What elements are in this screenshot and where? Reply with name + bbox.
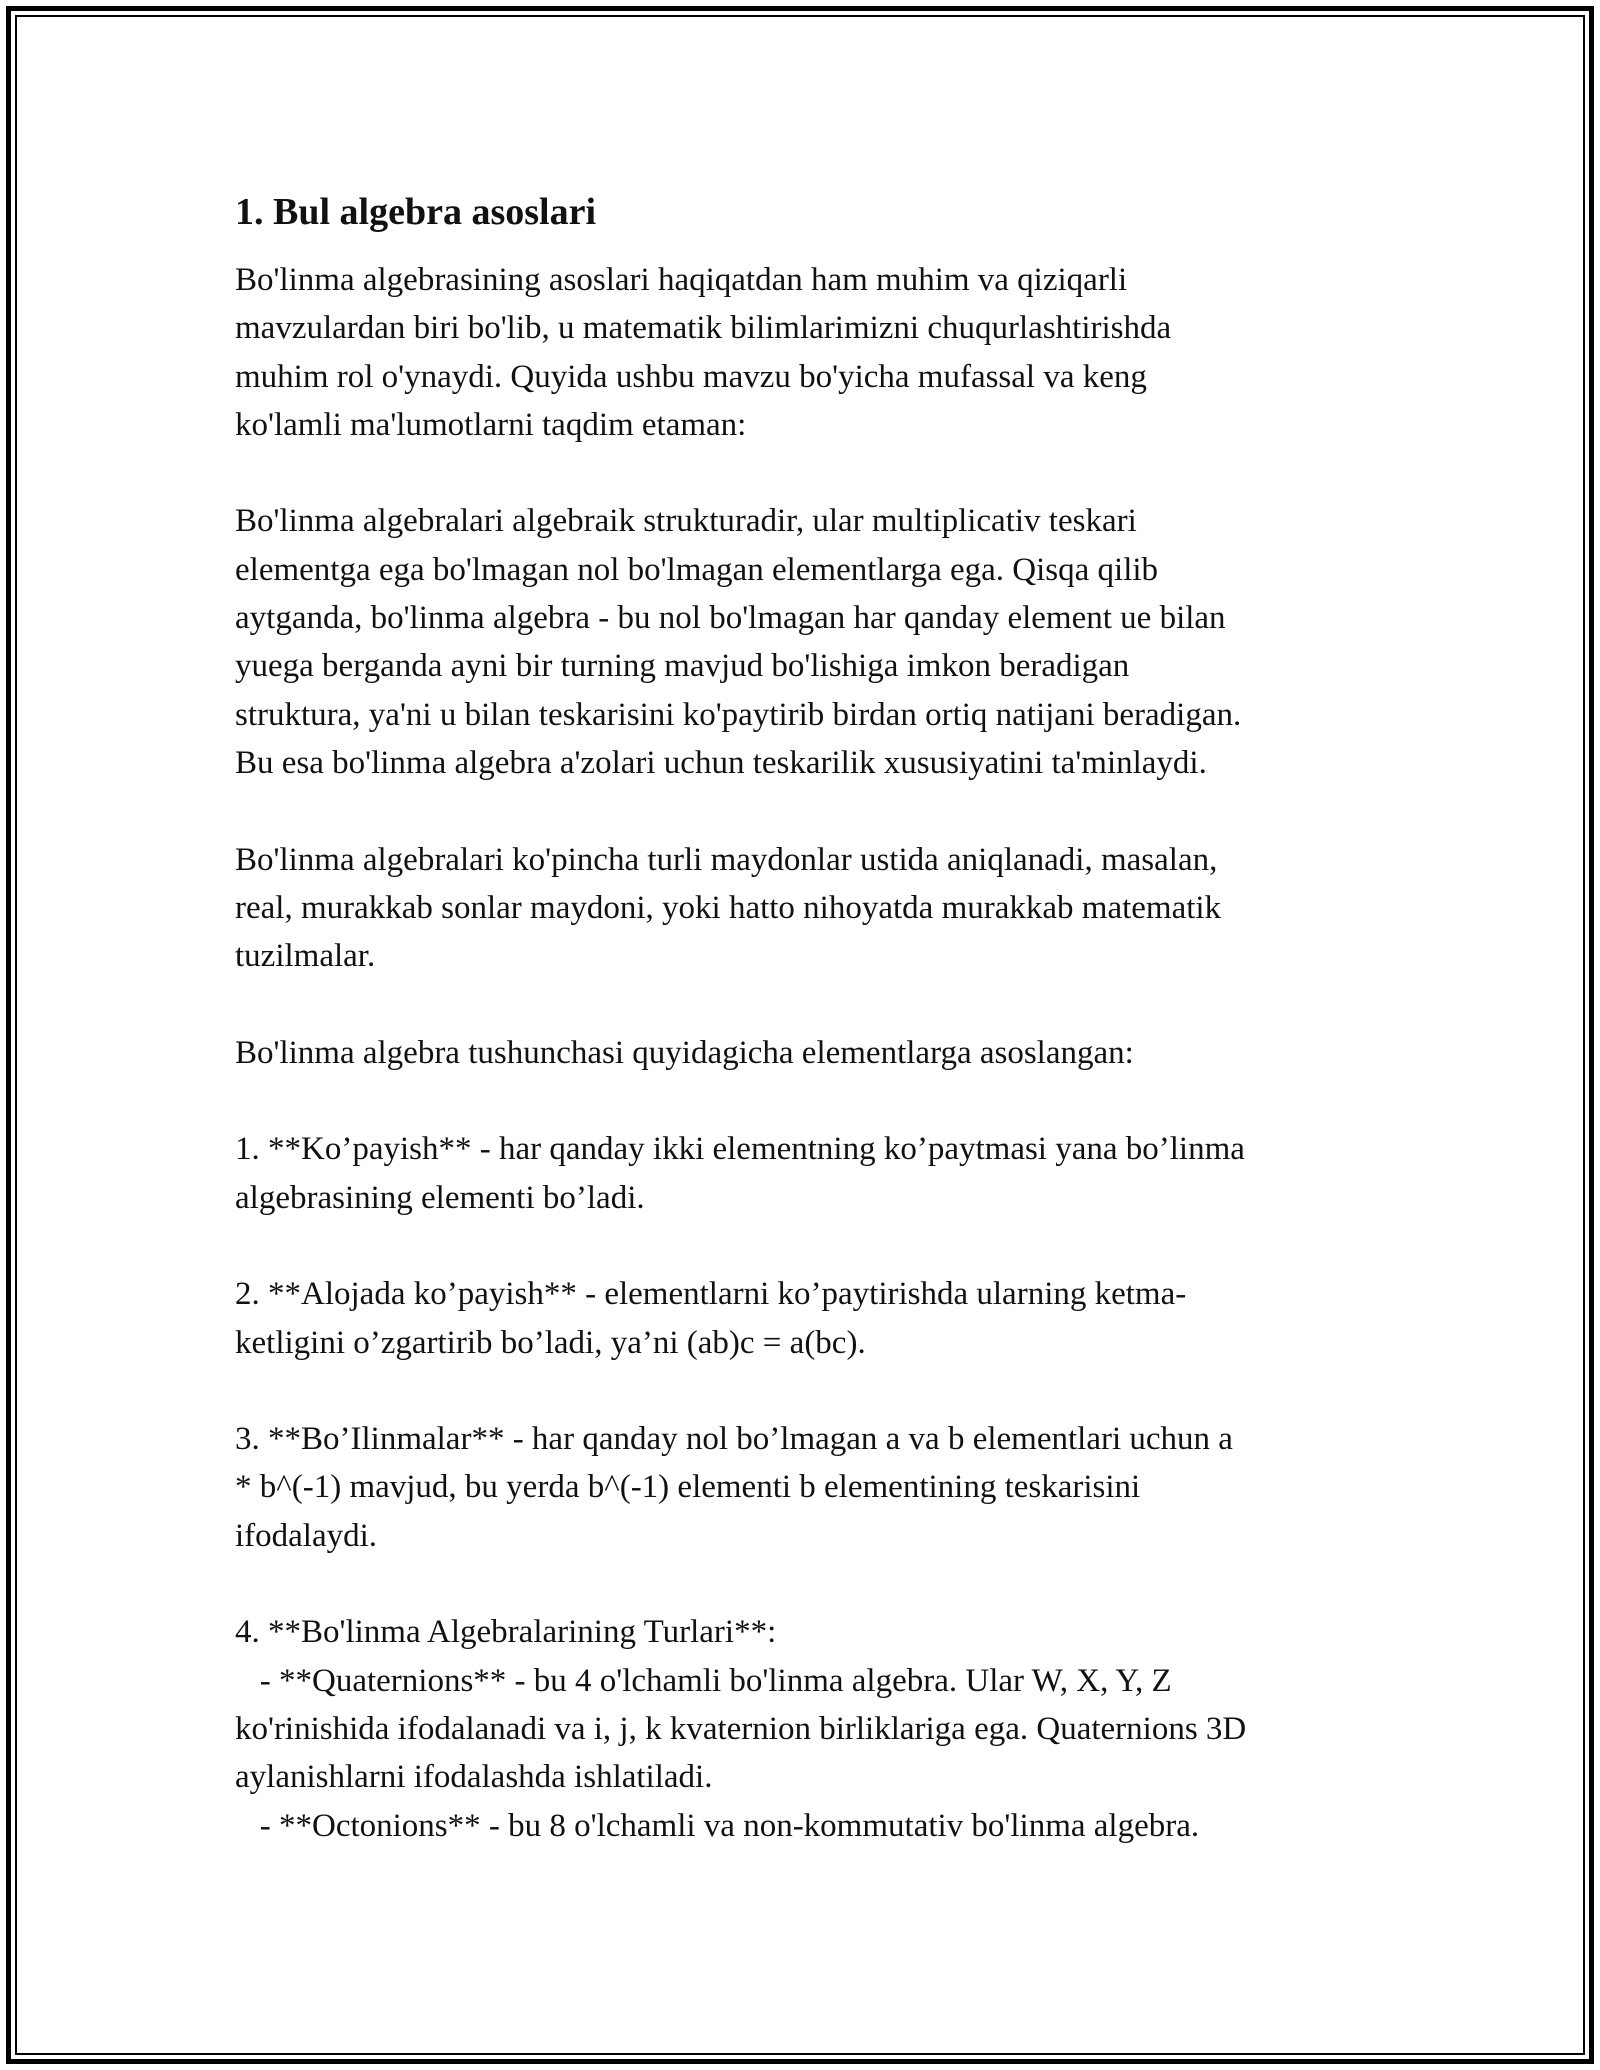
paragraph-fields: Bo'linma algebralari ko'pincha turli maydonlar ustida aniqlanadi, masalan, real, murakkab sonlar maydoni, yoki hatto nihoyatda murakkab matematik tuzilmalar. xyxy=(235,841,1222,975)
list-item-4: 4. **Bo'linma Algebralarining Turlari**: - **Quaternions** - bu 4 o'lchamli bo'linma algebra. Ular W, X, Y, Z ko'rinishida ifodalanadi va i, j, k kvaternion birliklariga ega. Quaternions 3D aylanishlarni ifodalashda ishlatiladi. - **Octonions** - bu 8 o'lchamli va non-kommutativ bo'linma algebra. xyxy=(235,1614,1247,1844)
list-item-2: 2. **Alojada ko’payish** - elementlarni ko’paytirishda ularning ketma- ketligini o’zgartirib bo’ladi, ya’ni (ab)c = a(bc). xyxy=(235,1276,1187,1361)
list-item-1: 1. **Ko’payish** - har qanday ikki elementning ko’paytmasi yana bo’linma algebrasining elementi bo’ladi. xyxy=(235,1131,1245,1216)
paragraph-definition: Bo'linma algebralari algebraik strukturadir, ular multiplicativ teskari elementga ega bo'lmagan nol bo'lmagan elementlarga ega. Qisqa qilib aytganda, bo'linma algebra - bu nol bo'lmagan har qanday element ue bilan yuega berganda ayni bir turning mavjud bo'lishiga imkon beradigan struktura, ya'ni u bilan teskarisini ko'paytirib birdan ortiq natijani beradigan. Bu esa bo'linma algebra a'zolari uchun teskarilik xususiyatini ta'minlaydi. xyxy=(235,503,1242,781)
document-body xyxy=(235,186,1385,1850)
section-heading: 1. Bul algebra asoslari xyxy=(235,191,597,233)
paragraph-elements-intro: Bo'linma algebra tushunchasi quyidagicha elementlarga asoslangan: xyxy=(235,1034,1134,1071)
list-item-3: 3. **Bo’Ilinmalar** - har qanday nol bo’lmagan a va b elementlari uchun a * b^(-1) mavjud, bu yerda b^(-1) elementi b elementining teskarisini ifodalaydi. xyxy=(235,1421,1233,1554)
paragraph-intro: Bo'linma algebrasining asoslari haqiqatdan ham muhim va qiziqarli mavzulardan biri bo'lib, u matematik bilimlarimizni chuqurlashtirishda muhim rol o'ynaydi. Quyida ushbu mavzu bo'yicha mufassal va keng ko'lamli ma'lumotlarni taqdim etaman: xyxy=(235,262,1172,443)
